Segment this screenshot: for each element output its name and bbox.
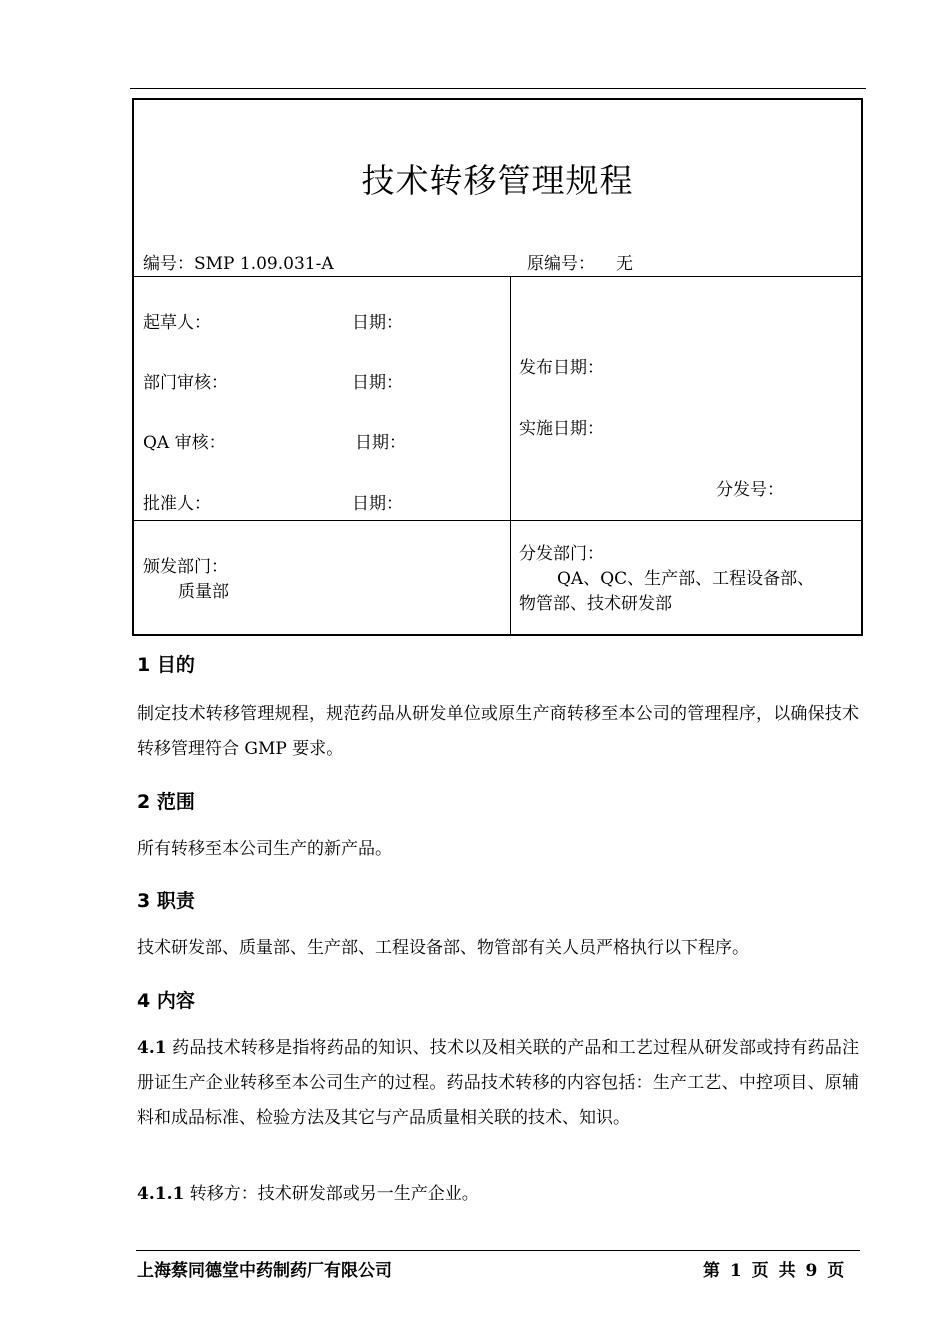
- dept-review-label: 部门审核：: [143, 373, 228, 393]
- approver-label: 批准人：: [143, 494, 211, 514]
- header-rule: [130, 88, 866, 89]
- paragraph-4-1-1: [137, 1177, 859, 1212]
- drafter-date-label: 日期：: [352, 313, 403, 333]
- table-divider: [134, 276, 861, 277]
- paragraph-4-1-1-number: 4.1.1: [137, 1184, 185, 1204]
- paragraph-4-1-text: 药品技术转移是指将药品的知识、技术以及相关联的产品和工艺过程从研发部或持有药品注册证生产企业转移至本公司生产的过程。药品技术转移的内容包括：生产工艺、中控项目、原辅料和成品标准、检验方法及其它与产品质量相关联的技术、知识。: [137, 1038, 859, 1128]
- paragraph-4-1-number: 4.1: [137, 1038, 167, 1058]
- issuing-dept-value: 质量部: [178, 582, 229, 602]
- footer-company: 上海蔡同德堂中药制药厂有限公司: [137, 1261, 392, 1281]
- approver-date-label: 日期：: [352, 494, 403, 514]
- table-divider: [510, 520, 861, 521]
- section-heading-scope: 2 范围: [137, 791, 195, 813]
- effective-date-label: 实施日期：: [519, 419, 604, 439]
- section-heading-responsibility: 3 职责: [137, 890, 195, 912]
- doc-title: 技术转移管理规程: [361, 161, 634, 200]
- dist-dept-label: 分发部门：: [519, 544, 604, 564]
- section-text-purpose: 制定技术转移管理规程，规范药品从研发单位或原生产商转移至本公司的管理程序，以确保技术转移管理符合 GMP 要求。: [137, 704, 859, 759]
- section-heading-content: 4 内容: [137, 990, 195, 1012]
- section-heading-purpose: 1 目的: [137, 654, 195, 676]
- qa-review-date-label: 日期：: [355, 433, 406, 453]
- dist-dept-line1: QA、QC、生产部、工程设备部、: [557, 569, 815, 589]
- section-text-responsibility: 技术研发部、质量部、生产部、工程设备部、物管部有关人员严格执行以下程序。: [137, 938, 749, 958]
- orig-number-value: 无: [616, 254, 633, 274]
- paragraph-4-1: [137, 1031, 859, 1136]
- dept-review-date-label: 日期：: [352, 373, 403, 393]
- orig-number-label: 原编号：: [527, 254, 595, 274]
- paragraph-4-1-1-text: 转移方：技术研发部或另一生产企业。: [184, 1184, 479, 1204]
- table-divider: [510, 276, 511, 634]
- footer-page-info: 第 1 页 共 9 页: [703, 1261, 845, 1281]
- issuing-dept-label: 颁发部门：: [143, 557, 228, 577]
- doc-number: 编号：SMP 1.09.031-A: [143, 254, 334, 274]
- section-text-scope: 所有转移至本公司生产的新产品。: [137, 839, 392, 859]
- qa-review-label: QA 审核：: [143, 433, 226, 453]
- footer-rule: [136, 1250, 860, 1251]
- table-divider: [134, 520, 510, 521]
- drafter-label: 起草人：: [143, 313, 211, 333]
- publish-date-label: 发布日期：: [519, 358, 604, 378]
- dist-dept-line2: 物管部、技术研发部: [519, 594, 672, 614]
- dist-number-label: 分发号：: [716, 480, 784, 500]
